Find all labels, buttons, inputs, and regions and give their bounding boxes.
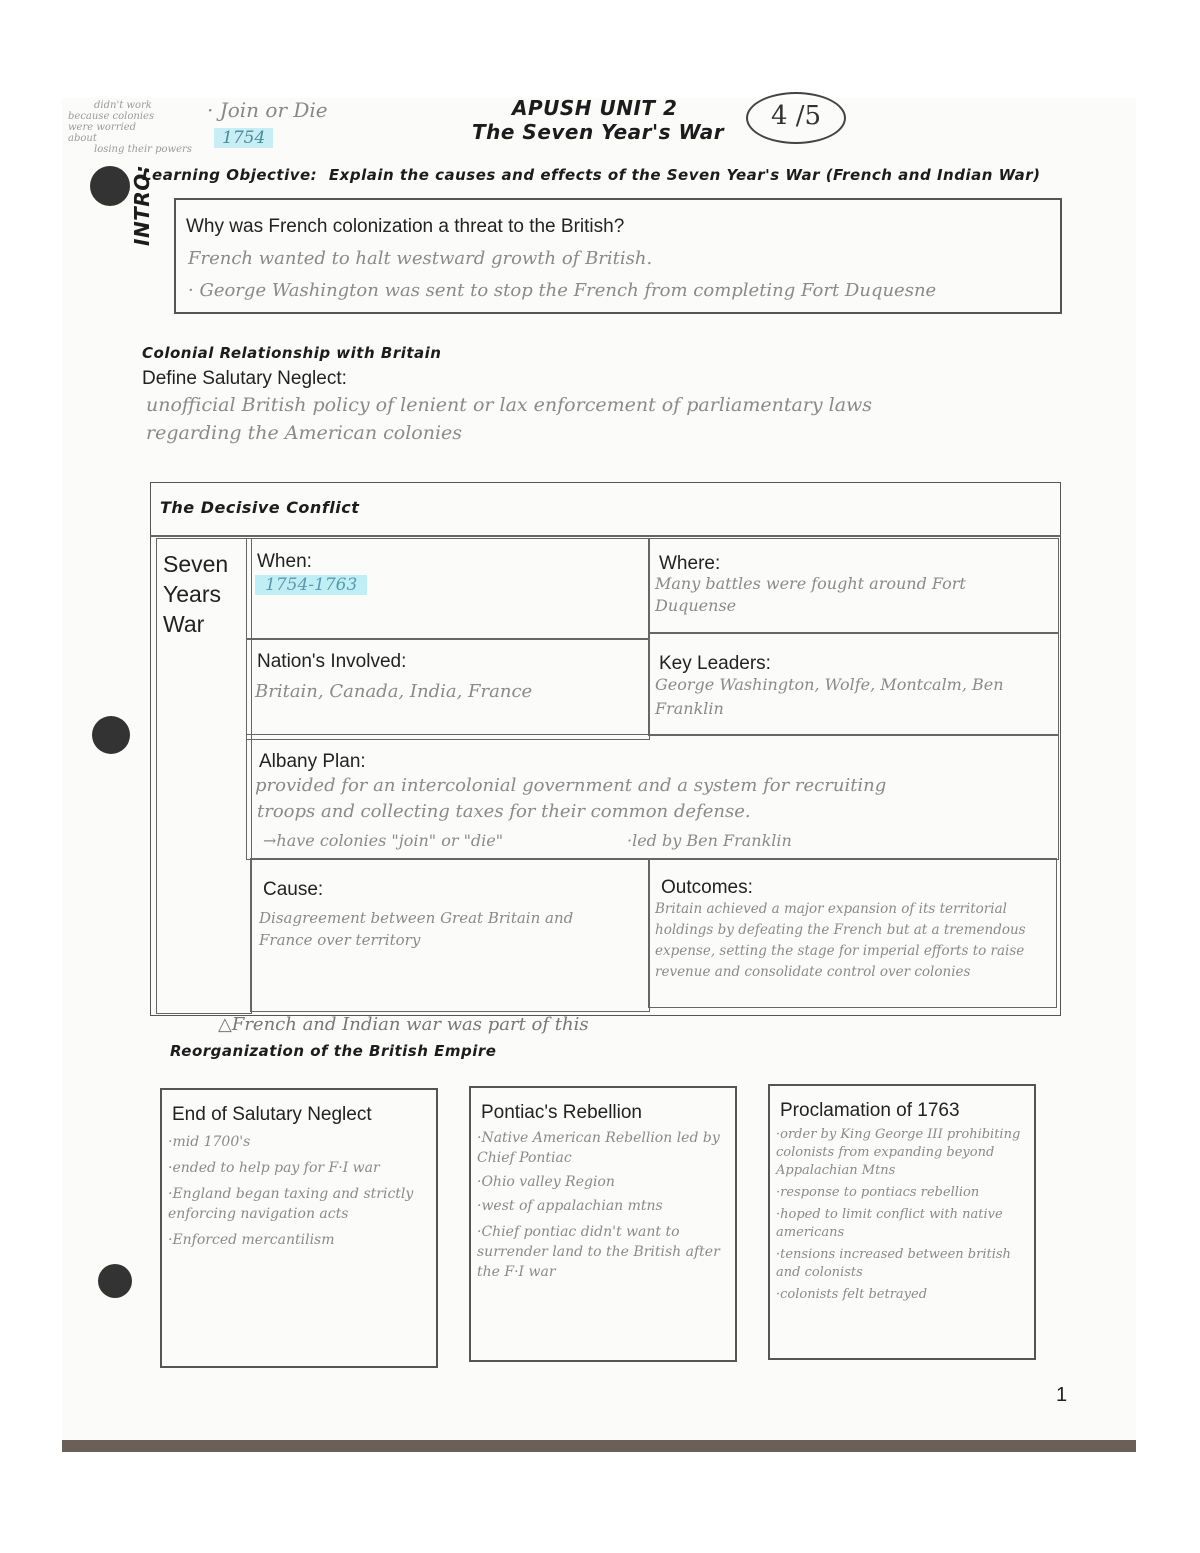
binder-hole-middle xyxy=(92,716,130,754)
course-label: APUSH UNIT 2 xyxy=(512,96,678,120)
page-bottom-edge xyxy=(62,1440,1136,1452)
pontiacs-rebellion-box xyxy=(469,1086,737,1362)
albany-line-3: →have colonies "join" or "die" xyxy=(263,831,504,850)
outcomes-value: Britain achieved a major expansion of its territorial holdings by defeating the French but at a tremendous expense, setting the stage for imperial efforts to raise revenue and consolidate control over colonies xyxy=(655,901,1026,980)
proclamation-1763-notes: ·order by King George III prohibiting colonists from expanding beyond Appalachian Mtns ·response to pontiacs rebellion ·hoped to limit conflict with native americans ·tensions increased between british and colonists ·colonists felt betrayed xyxy=(776,1127,1021,1302)
learning-objective xyxy=(142,166,1041,184)
cause-value: Disagreement between Great Britain and France over territory xyxy=(259,909,574,949)
salutary-neglect-answer-1: unofficial British policy of lenient or lax enforcement of parliamentary laws xyxy=(146,394,873,416)
conflict-footnote: △French and Indian war was part of this xyxy=(218,1014,589,1035)
conflict-name-cell xyxy=(156,538,252,1014)
end-salutary-neglect-notes: ·mid 1700's ·ended to help pay for F·I war ·England began taxing and strictly enforcing navigation acts ·Enforced mercantilism xyxy=(168,1134,414,1248)
objective-text: Explain the causes and effects of the Seven Year's War (French and Indian War) xyxy=(328,166,1041,184)
intro-answer-2: · George Washington was sent to stop the French from completing Fort Duquesne xyxy=(188,280,937,301)
leaders-cell xyxy=(648,632,1059,736)
conflict-heading-divider xyxy=(150,535,1061,537)
albany-line-1: provided for an intercolonial government and a system for recruiting xyxy=(255,775,887,796)
pontiacs-rebellion-notes: ·Native American Rebellion led by Chief Pontiac ·Ohio valley Region ·west of appalachian mtns ·Chief pontiac didn't want to surrender land to the British after the F·I war xyxy=(477,1130,720,1280)
reorganization-heading: Reorganization of the British Empire xyxy=(170,1042,497,1060)
nations-cell xyxy=(246,638,650,740)
intro-question: Why was French colonization a threat to the British? xyxy=(186,216,625,237)
join-or-die-note: · Join or Die xyxy=(207,98,328,122)
albany-line-2: troops and collecting taxes for their common defense. xyxy=(257,801,751,822)
pontiacs-rebellion-title: Pontiac's Rebellion xyxy=(481,1102,642,1123)
albany-label: Albany Plan: xyxy=(259,751,366,772)
colonial-heading: Colonial Relationship with Britain xyxy=(142,344,442,362)
where-cell xyxy=(648,538,1059,634)
end-salutary-neglect-title: End of Salutary Neglect xyxy=(172,1104,372,1125)
leaders-label: Key Leaders: xyxy=(659,653,771,674)
intro-side-label: INTRO: xyxy=(130,164,154,246)
margin-note: didn't work because colonies were worried about losing their powers xyxy=(68,100,192,155)
page-number: 1 xyxy=(1056,1384,1068,1406)
when-label: When: xyxy=(257,551,312,572)
when-value: 1754-1763 xyxy=(255,575,367,595)
score-text: 4 /5 xyxy=(770,101,822,131)
conflict-heading: The Decisive Conflict xyxy=(160,498,360,517)
albany-cell xyxy=(246,734,1059,860)
where-value: Many battles were fought around Fort Duquense xyxy=(655,574,966,615)
intro-answer-1: French wanted to halt westward growth of British. xyxy=(188,248,653,269)
leaders-value: George Washington, Wolfe, Montcalm, Ben Franklin xyxy=(655,675,1004,718)
binder-hole-top xyxy=(90,166,130,206)
year-note xyxy=(214,128,273,148)
nations-value: Britain, Canada, India, France xyxy=(255,681,533,702)
conflict-name: Seven Years War xyxy=(163,551,229,637)
year-note-text: 1754 xyxy=(222,128,266,148)
proclamation-1763-box xyxy=(768,1084,1036,1360)
intro-box xyxy=(174,198,1062,314)
salutary-neglect-answer-2: regarding the American colonies xyxy=(146,422,463,444)
where-label: Where: xyxy=(659,553,721,574)
cause-label: Cause: xyxy=(263,879,324,900)
proclamation-1763-title: Proclamation of 1763 xyxy=(780,1100,960,1121)
outcomes-label: Outcomes: xyxy=(661,877,753,898)
page-title: The Seven Year's War xyxy=(472,120,725,144)
salutary-neglect-prompt: Define Salutary Neglect: xyxy=(142,368,347,389)
binder-hole-bottom xyxy=(98,1264,132,1298)
nations-label: Nation's Involved: xyxy=(257,651,407,672)
when-cell xyxy=(246,538,650,640)
cause-cell xyxy=(250,858,650,1012)
objective-label: Learning Objective: xyxy=(142,166,318,184)
score-note xyxy=(746,92,846,144)
end-salutary-neglect-box xyxy=(160,1088,438,1368)
albany-line-4: ·led by Ben Franklin xyxy=(627,831,792,850)
outcomes-cell xyxy=(648,858,1057,1008)
